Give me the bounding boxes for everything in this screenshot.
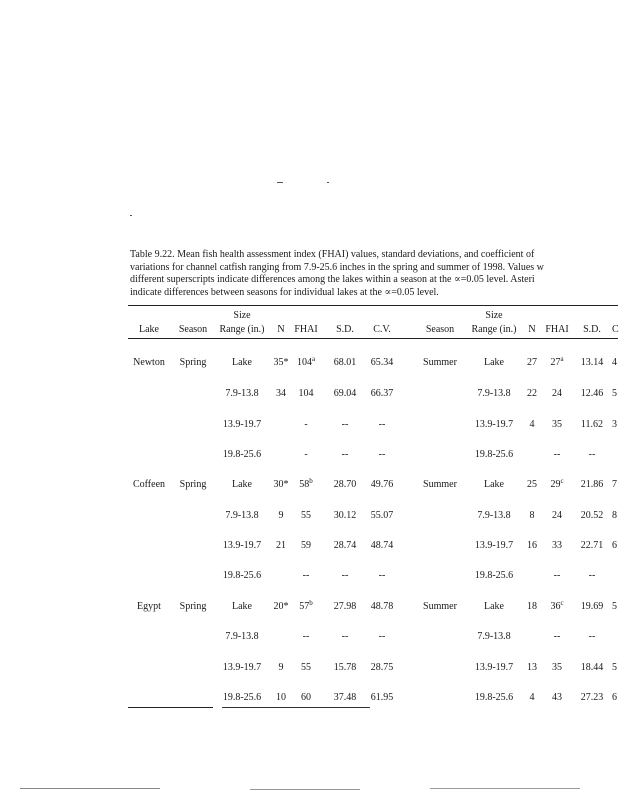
cell-value: 4 (612, 357, 617, 368)
cell-fhai2 (543, 510, 571, 522)
cell-range2 (465, 510, 523, 522)
header-lake: Lake (139, 324, 159, 335)
cell-value: -- (341, 570, 349, 581)
scan-speck (250, 789, 360, 790)
cell-value: 60 (301, 692, 311, 703)
cell-fhai2 (543, 449, 571, 461)
cell-value: 48.74 (370, 540, 394, 551)
cell-sd2 (576, 388, 608, 400)
header-range-2: Range (in.) (471, 324, 517, 335)
cell-range2 (465, 692, 523, 704)
cell-value: 7 (612, 479, 617, 490)
header-range: Range (in.) (219, 324, 265, 335)
cell-n (272, 479, 290, 491)
cell-cv (364, 601, 400, 613)
cell-value: 43 (552, 692, 562, 703)
header-season-2: Season (425, 324, 455, 335)
cell-value: 13.9-19.7 (474, 540, 514, 551)
cell-sd2 (576, 479, 608, 491)
cell-superscript: a (311, 355, 316, 363)
header-n: N (277, 324, 285, 335)
cell-value: 28.70 (333, 479, 357, 490)
cell-sd2 (576, 601, 608, 613)
cell-value: 7.9-13.8 (477, 631, 511, 642)
cell-value: 27 (527, 357, 537, 368)
cell-sd (327, 540, 363, 552)
cell-sd (327, 631, 363, 643)
cell-n (272, 692, 290, 704)
cell-superscript: b (309, 477, 313, 485)
cell-value: 36 (550, 601, 561, 612)
scan-speck (327, 182, 329, 183)
cell-sd2 (576, 510, 608, 522)
cell-cv (364, 388, 400, 400)
cell-superscript: a (560, 355, 564, 363)
cell-range2 (465, 357, 523, 369)
cell-sd (327, 449, 363, 461)
cell-season (172, 601, 214, 613)
cell-lake (128, 357, 170, 369)
cell-value: Lake (232, 479, 252, 490)
cell-value: 13.14 (580, 357, 604, 368)
cell-cv2 (612, 662, 622, 674)
cell-value: 24 (552, 388, 562, 399)
cell-value: 13 (527, 662, 537, 673)
cell-range2 (465, 662, 523, 674)
cell-fhai2 (543, 540, 571, 552)
cell-sd (327, 419, 363, 431)
cell-value: 8 (529, 510, 535, 521)
cell-n2 (523, 419, 541, 431)
cell-cv (364, 631, 400, 643)
cell-value: 27 (550, 357, 561, 368)
cell-range (213, 601, 271, 613)
cell-range (213, 631, 271, 643)
cell-value: 27.23 (580, 692, 604, 703)
cell-value: 55 (301, 662, 311, 673)
cell-value: 35 (552, 419, 562, 430)
cell-value: 5 (612, 662, 617, 673)
cell-value: Lake (484, 479, 504, 490)
cell-cv2 (612, 479, 622, 491)
cell-value: Lake (484, 601, 504, 612)
cell-n2 (523, 510, 541, 522)
table-top-rule (128, 305, 618, 306)
cell-fhai (292, 692, 320, 704)
cell-value: 57 (299, 601, 310, 612)
cell-value: 5 (612, 601, 617, 612)
cell-sd2 (576, 570, 608, 582)
cell-value: Lake (232, 357, 252, 368)
cell-fhai (292, 479, 320, 491)
cell-cv2 (612, 601, 622, 613)
cell-sd (327, 357, 363, 369)
cell-value: -- (553, 449, 561, 460)
cell-season2 (419, 479, 461, 491)
cell-range (213, 357, 271, 369)
cell-sd2 (576, 662, 608, 674)
cell-value: 25 (527, 479, 537, 490)
table-bottom-rule (128, 707, 213, 708)
cell-value: -- (588, 570, 596, 581)
cell-cv2 (612, 540, 622, 552)
table-bottom-rule-segment (222, 707, 370, 708)
cell-fhai2 (543, 601, 571, 613)
cell-value: -- (378, 631, 386, 642)
cell-sd2 (576, 540, 608, 552)
cell-value: 19.8-25.6 (474, 570, 514, 581)
scan-speck (277, 182, 283, 183)
cell-value: 12.46 (580, 388, 604, 399)
cell-cv (364, 570, 400, 582)
cell-value: 20* (273, 601, 289, 612)
header-fhai-2: FHAI (545, 324, 569, 335)
cell-value: 9 (278, 662, 284, 673)
cell-value: 18.44 (580, 662, 604, 673)
cell-n2 (523, 357, 541, 369)
cell-value: 61.95 (370, 692, 394, 703)
header-cv: C.V. (373, 324, 391, 335)
cell-value: 7.9-13.8 (225, 388, 259, 399)
header-sd: S.D. (336, 324, 354, 335)
cell-n (272, 662, 290, 674)
cell-cv (364, 419, 400, 431)
cell-value: 21 (276, 540, 286, 551)
cell-value: 35* (273, 357, 289, 368)
cell-n (272, 388, 290, 400)
cell-sd (327, 510, 363, 522)
cell-range2 (465, 540, 523, 552)
cell-value: 29 (550, 479, 561, 490)
cell-n2 (523, 601, 541, 613)
caption-line: Table 9.22. Mean fish health assessment index (FHAI) values, standard deviations, and coefficient of (130, 249, 535, 260)
cell-value: 5 (612, 388, 617, 399)
cell-fhai (292, 570, 320, 582)
cell-value: 24 (552, 510, 562, 521)
table-caption (130, 249, 630, 299)
cell-value: -- (553, 570, 561, 581)
header-size-top-2: Size (485, 310, 503, 321)
cell-sd (327, 692, 363, 704)
cell-value: 20.52 (580, 510, 604, 521)
cell-cv (364, 449, 400, 461)
cell-value: Spring (179, 601, 207, 612)
cell-season2 (419, 357, 461, 369)
cell-value: Spring (179, 479, 207, 490)
cell-sd2 (576, 357, 608, 369)
cell-range2 (465, 419, 523, 431)
caption-line: variations for channel catfish ranging from 7.9-25.6 inches in the spring and summer of 1998. Values w (130, 261, 544, 273)
header-bottom-rule (128, 338, 618, 339)
cell-cv (364, 662, 400, 674)
cell-range (213, 540, 271, 552)
cell-value: 13.9-19.7 (222, 662, 262, 673)
cell-value: 30.12 (333, 510, 357, 521)
cell-value: 6 (612, 692, 617, 703)
cell-value: Summer (423, 357, 457, 368)
cell-fhai2 (543, 570, 571, 582)
cell-value: Coffeen (132, 479, 166, 490)
cell-range2 (465, 449, 523, 461)
cell-value: 35 (552, 662, 562, 673)
cell-n (272, 540, 290, 552)
header-n-2: N (528, 324, 536, 335)
cell-value: 19.8-25.6 (222, 449, 262, 460)
cell-sd2 (576, 449, 608, 461)
cell-range (213, 510, 271, 522)
cell-range2 (465, 570, 523, 582)
cell-range (213, 388, 271, 400)
cell-range (213, 570, 271, 582)
cell-value: 22 (527, 388, 537, 399)
cell-range2 (465, 388, 523, 400)
cell-fhai2 (543, 479, 571, 491)
cell-fhai2 (543, 357, 571, 369)
cell-fhai2 (543, 388, 571, 400)
cell-sd (327, 662, 363, 674)
cell-value: 28.75 (370, 662, 394, 673)
cell-value: -- (302, 570, 310, 581)
cell-value: 13.9-19.7 (474, 662, 514, 673)
cell-sd2 (576, 419, 608, 431)
cell-fhai2 (543, 419, 571, 431)
cell-n (272, 357, 290, 369)
header-fhai: FHAI (294, 324, 318, 335)
cell-value: 15.78 (333, 662, 357, 673)
cell-superscript: c (560, 477, 564, 485)
cell-cv (364, 479, 400, 491)
cell-value: Summer (423, 601, 457, 612)
cell-value: 13.9-19.7 (474, 419, 514, 430)
cell-cv (364, 692, 400, 704)
cell-range (213, 479, 271, 491)
cell-fhai (292, 357, 320, 369)
header-cv-2: C (612, 324, 619, 335)
cell-superscript: c (560, 599, 564, 607)
cell-value: 21.86 (580, 479, 604, 490)
cell-value: Newton (133, 357, 165, 368)
cell-sd (327, 479, 363, 491)
cell-sd2 (576, 692, 608, 704)
cell-value: 19.69 (580, 601, 604, 612)
cell-value: 7.9-13.8 (477, 388, 511, 399)
cell-value: Summer (423, 479, 457, 490)
cell-range2 (465, 479, 523, 491)
cell-season (172, 479, 214, 491)
cell-n2 (523, 540, 541, 552)
cell-season2 (419, 601, 461, 613)
cell-range (213, 692, 271, 704)
cell-lake (128, 479, 170, 491)
cell-sd (327, 388, 363, 400)
cell-value: -- (302, 631, 310, 642)
cell-fhai (292, 449, 320, 461)
cell-value: Egypt (137, 601, 161, 612)
cell-cv2 (612, 357, 622, 369)
cell-value: 7.9-13.8 (225, 510, 259, 521)
cell-value: 49.76 (370, 479, 394, 490)
cell-sd2 (576, 631, 608, 643)
cell-value: 58 (299, 479, 310, 490)
caption-line: different superscripts indicate differences among the lakes within a season at the ∝=0.05 level. Asteri (130, 274, 535, 285)
cell-value: 33 (552, 540, 562, 551)
cell-value: 27.98 (333, 601, 357, 612)
cell-value: -- (553, 631, 561, 642)
cell-value: 30* (273, 479, 289, 490)
cell-value: 19.8-25.6 (222, 570, 262, 581)
cell-fhai2 (543, 662, 571, 674)
cell-fhai (292, 662, 320, 674)
cell-value: -- (588, 449, 596, 460)
cell-value: 4 (529, 419, 535, 430)
cell-value: 16 (527, 540, 537, 551)
cell-value: 55.07 (370, 510, 394, 521)
scan-speck (430, 788, 580, 789)
cell-cv2 (612, 419, 622, 431)
cell-value: -- (341, 449, 349, 460)
cell-sd (327, 601, 363, 613)
cell-cv (364, 540, 400, 552)
cell-fhai (292, 419, 320, 431)
cell-n2 (523, 479, 541, 491)
cell-range (213, 662, 271, 674)
header-size-top: Size (233, 310, 251, 321)
cell-value: - (304, 449, 308, 460)
cell-value: -- (378, 449, 386, 460)
cell-value: -- (341, 419, 349, 430)
cell-value: 34 (276, 388, 286, 399)
cell-fhai2 (543, 631, 571, 643)
cell-value: 68.01 (333, 357, 357, 368)
cell-range2 (465, 631, 523, 643)
cell-value: 22.71 (580, 540, 604, 551)
cell-n2 (523, 388, 541, 400)
cell-range2 (465, 601, 523, 613)
cell-value: 13.9-19.7 (222, 540, 262, 551)
cell-value: 18 (527, 601, 537, 612)
cell-cv2 (612, 510, 622, 522)
cell-value: 19.8-25.6 (474, 692, 514, 703)
cell-value: -- (378, 419, 386, 430)
cell-value: 66.37 (370, 388, 394, 399)
cell-value: 55 (301, 510, 311, 521)
cell-value: 104 (296, 357, 312, 368)
cell-value: -- (341, 631, 349, 642)
cell-value: - (304, 419, 308, 430)
cell-value: 65.34 (370, 357, 394, 368)
cell-n2 (523, 692, 541, 704)
cell-cv2 (612, 692, 622, 704)
cell-fhai2 (543, 692, 571, 704)
cell-value: 7.9-13.8 (477, 510, 511, 521)
cell-value: Spring (179, 357, 207, 368)
cell-value: Lake (484, 357, 504, 368)
cell-n (272, 601, 290, 613)
cell-fhai (292, 601, 320, 613)
cell-range (213, 449, 271, 461)
cell-value: 19.8-25.6 (474, 449, 514, 460)
cell-value: Lake (232, 601, 252, 612)
cell-fhai (292, 540, 320, 552)
cell-season (172, 357, 214, 369)
cell-fhai (292, 510, 320, 522)
cell-range (213, 419, 271, 431)
cell-value: 48.78 (370, 601, 394, 612)
cell-value: 7.9-13.8 (225, 631, 259, 642)
cell-value: -- (378, 570, 386, 581)
cell-value: 28.74 (333, 540, 357, 551)
cell-value: 4 (529, 692, 535, 703)
cell-value: 69.04 (333, 388, 357, 399)
scan-speck (20, 788, 160, 789)
cell-n (272, 510, 290, 522)
cell-cv (364, 357, 400, 369)
cell-lake (128, 601, 170, 613)
cell-value: 9 (278, 510, 284, 521)
cell-n2 (523, 662, 541, 674)
cell-value: 19.8-25.6 (222, 692, 262, 703)
cell-value: 59 (301, 540, 311, 551)
caption-line: indicate differences between seasons for individual lakes at the ∝=0.05 level. (130, 286, 439, 298)
cell-sd (327, 570, 363, 582)
cell-value: 3 (612, 419, 617, 430)
cell-value: 104 (298, 388, 314, 399)
cell-value: 37.48 (333, 692, 357, 703)
cell-superscript: b (309, 599, 313, 607)
cell-cv (364, 510, 400, 522)
cell-fhai (292, 631, 320, 643)
cell-value: 11.62 (580, 419, 604, 430)
cell-value: 13.9-19.7 (222, 419, 262, 430)
cell-cv2 (612, 388, 622, 400)
cell-value: 8 (612, 510, 617, 521)
cell-value: 6 (612, 540, 617, 551)
cell-value: -- (588, 631, 596, 642)
header-season: Season (178, 324, 208, 335)
cell-fhai (292, 388, 320, 400)
header-sd-2: S.D. (583, 324, 601, 335)
cell-value: 10 (276, 692, 286, 703)
scan-speck (130, 215, 132, 216)
